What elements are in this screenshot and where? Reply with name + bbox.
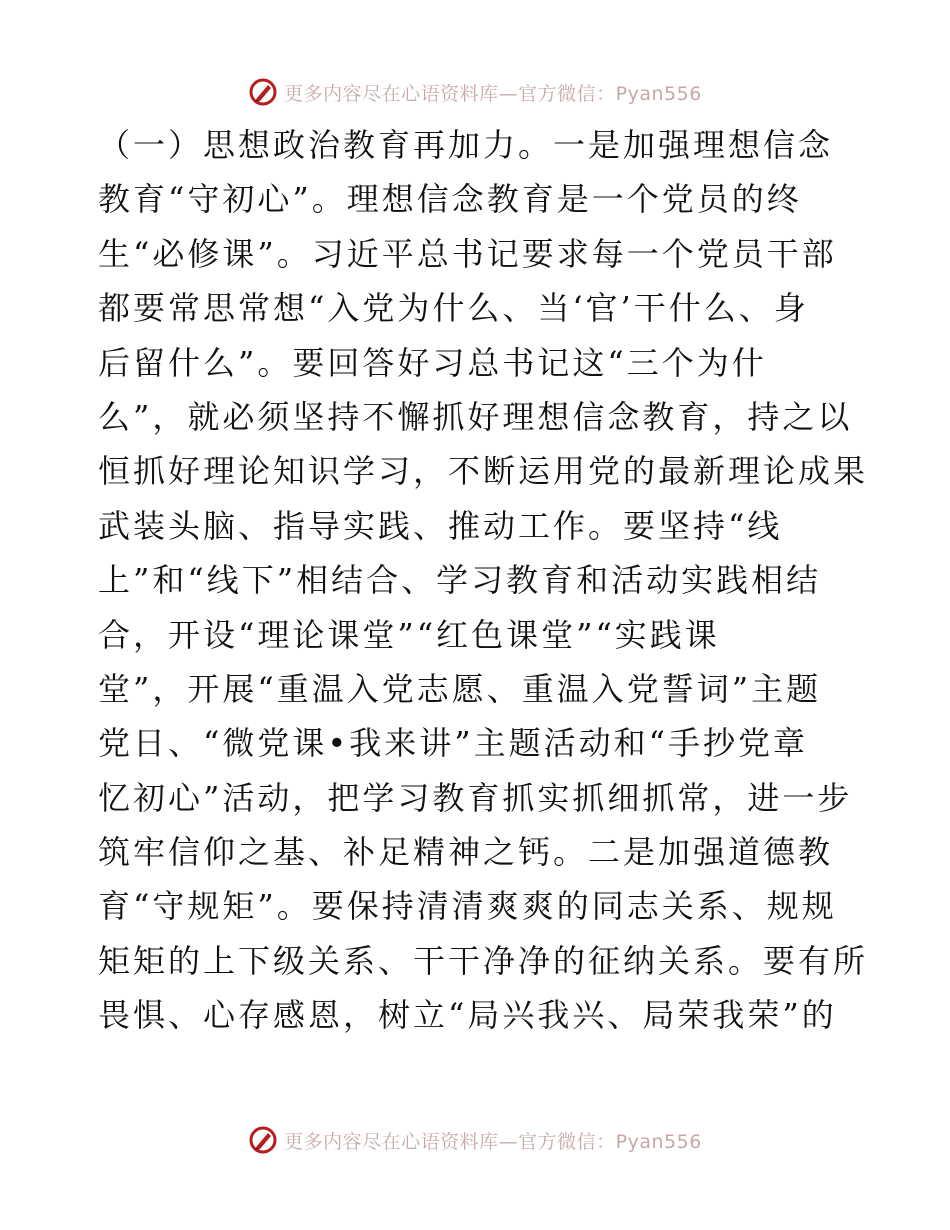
footer-watermark-banner (0, 1120, 950, 1160)
quill-pen-logo-icon (248, 77, 278, 107)
text-line: 后留什么”。要回答好习总书记这“三个为什 (98, 343, 767, 382)
document-body (98, 118, 869, 1043)
text-line: 育“守规矩”。要保持清清爽爽的同志关系、规规 (98, 887, 837, 926)
text-line: 堂”，开展“重温入党志愿、重温入党誓词”主题 (98, 669, 822, 708)
banner-text: 更多内容尽在心语资料库—官方微信：Pyan556 (284, 82, 702, 105)
text-line: 武装头脑、指导实践、推动工作。要坚持“线 (98, 506, 783, 545)
text-line: 畏惧、心存感恩，树立“局兴我兴、局荣我荣”的 (98, 996, 837, 1035)
text-line: 党日、“微党课•我来讲”主题活动和“手抄党章 (98, 724, 808, 763)
text-line: 筑牢信仰之基、补足精神之钙。二是加强道德教 (98, 833, 834, 872)
header-watermark-banner (0, 72, 950, 112)
text-line: 教育“守初心”。理想信念教育是一个党员的终 (98, 180, 802, 219)
text-line: 生“必修课”。习近平总书记要求每一个党员干部 (98, 234, 837, 273)
text-line: 矩矩的上下级关系、干干净净的征纳关系。要有所 (98, 941, 869, 980)
text-line: 上”和“线下”相结合、学习教育和活动实践相结 (98, 561, 822, 600)
text-line: 都要常思常想“入党为什么、当‘官’干什么、身 (98, 289, 809, 328)
banner-text: 更多内容尽在心语资料库—官方微信：Pyan556 (284, 1130, 702, 1153)
text-line: 忆初心”活动，把学习教育抓实抓细抓常，进一步 (98, 778, 853, 817)
quill-pen-logo-icon (248, 1125, 278, 1155)
text-line: 合，开设“理论课堂”“红色课堂”“实践课 (98, 615, 720, 654)
text-line: 恒抓好理论知识学习，不断运用党的最新理论成果 (98, 452, 869, 491)
text-line: 么”，就必须坚持不懈抓好理想信念教育，持之以 (98, 397, 853, 436)
text-line: （一）思想政治教育再加力。一是加强理想信念 (98, 126, 834, 164)
